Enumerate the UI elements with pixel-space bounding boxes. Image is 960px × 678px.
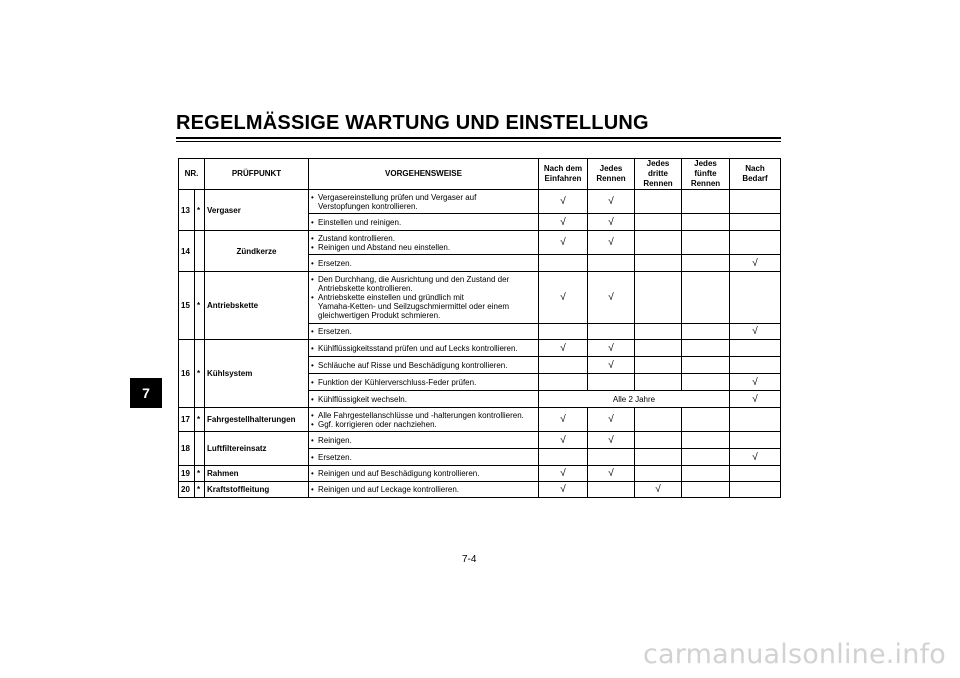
- procedure: • Reinigen.: [309, 432, 539, 449]
- table-row: [179, 408, 781, 432]
- check-mark: √: [588, 214, 635, 231]
- row-star: [195, 231, 205, 272]
- maintenance-table: [178, 158, 781, 498]
- check-mark: √: [730, 391, 781, 408]
- procedure: • Funktion der Kühlerverschluss-Feder prüfen.: [309, 374, 539, 391]
- check-mark: √: [539, 190, 588, 214]
- row-star: *: [195, 482, 205, 498]
- row-number: 18: [179, 432, 195, 466]
- row-item: Kraftstoffleitung: [205, 482, 309, 498]
- table-row: [179, 340, 781, 357]
- table-row: [179, 190, 781, 214]
- title-rule: [176, 137, 781, 139]
- check-mark: √: [730, 374, 781, 391]
- check-mark: √: [588, 432, 635, 449]
- check-mark: √: [588, 272, 635, 324]
- row-star: *: [195, 340, 205, 408]
- check-mark: √: [539, 466, 588, 482]
- row-star: *: [195, 190, 205, 231]
- col-nr: NR.: [179, 159, 205, 190]
- procedure: • Reinigen und auf Beschädigung kontrollieren.: [309, 466, 539, 482]
- check-mark: √: [588, 340, 635, 357]
- table-row: [179, 272, 781, 324]
- procedure: • Reinigen und auf Leckage kontrollieren.: [309, 482, 539, 498]
- col-jedes-dritte-rennen: Jedes dritte Rennen: [635, 159, 682, 190]
- check-mark: √: [635, 482, 682, 498]
- check-mark: √: [588, 231, 635, 255]
- row-number: 20: [179, 482, 195, 498]
- col-nach-bedarf: Nach Bedarf: [730, 159, 781, 190]
- procedure: • Alle Fahrgestellanschlüsse und -halterungen kontrollieren. • Ggf. korrigieren oder nachziehen.: [309, 408, 539, 432]
- check-mark: √: [539, 214, 588, 231]
- row-star: *: [195, 272, 205, 340]
- row-item: Luftfiltereinsatz: [205, 432, 309, 466]
- col-vorgehensweise: VORGEHENSWEISE: [309, 159, 539, 190]
- table-row: [179, 432, 781, 449]
- row-item: Kühlsystem: [205, 340, 309, 408]
- row-item: Antriebskette: [205, 272, 309, 340]
- col-pruefpunkt: PRÜFPUNKT: [205, 159, 309, 190]
- watermark: carmanualsonline.info: [643, 639, 946, 670]
- row-star: *: [195, 408, 205, 432]
- check-mark: √: [588, 190, 635, 214]
- check-mark: √: [730, 449, 781, 466]
- check-mark: √: [730, 324, 781, 340]
- check-mark: √: [539, 272, 588, 324]
- row-number: 19: [179, 466, 195, 482]
- row-item: Vergaser: [205, 190, 309, 231]
- row-number: 16: [179, 340, 195, 408]
- procedure: • Kühlflüssigkeit wechseln.: [309, 391, 539, 408]
- procedure: • Einstellen und reinigen.: [309, 214, 539, 231]
- table-header-row: [179, 159, 781, 190]
- procedure: • Ersetzen.: [309, 449, 539, 466]
- procedure: • Vergasereinstellung prüfen und Vergaser auf Verstopfungen kontrollieren.: [309, 190, 539, 214]
- row-star: *: [195, 466, 205, 482]
- row-number: 17: [179, 408, 195, 432]
- row-item: Fahrgestellhalterungen: [205, 408, 309, 432]
- page-number: 7-4: [462, 554, 477, 565]
- procedure: • Ersetzen.: [309, 255, 539, 272]
- interval-note: Alle 2 Jahre: [539, 391, 730, 408]
- check-mark: √: [588, 466, 635, 482]
- row-number: 15: [179, 272, 195, 340]
- title-rule-thin: [176, 141, 781, 142]
- check-mark: √: [588, 357, 635, 374]
- procedure: • Ersetzen.: [309, 324, 539, 340]
- check-mark: √: [588, 408, 635, 432]
- row-item: Rahmen: [205, 466, 309, 482]
- table-row: [179, 466, 781, 482]
- col-jedes-rennen: Jedes Rennen: [588, 159, 635, 190]
- check-mark: √: [730, 255, 781, 272]
- row-number: 14: [179, 231, 195, 272]
- procedure: • Den Durchhang, die Ausrichtung und den Zustand der Antriebskette kontrollieren. • Antriebskette einstellen und gründlich mit Yamaha-Ketten- und Seilzugschmiermittel oder einem gleichwertigen Produkt schmieren.: [309, 272, 539, 324]
- procedure: • Zustand kontrollieren. • Reinigen und Abstand neu einstellen.: [309, 231, 539, 255]
- col-nach-dem-einfahren: Nach dem Einfahren: [539, 159, 588, 190]
- chapter-tab: 7: [130, 378, 162, 408]
- check-mark: √: [539, 231, 588, 255]
- check-mark: √: [539, 482, 588, 498]
- check-mark: √: [539, 340, 588, 357]
- procedure: • Schläuche auf Risse und Beschädigung kontrollieren.: [309, 357, 539, 374]
- procedure: • Kühlflüssigkeitsstand prüfen und auf Lecks kontrollieren.: [309, 340, 539, 357]
- row-number: 13: [179, 190, 195, 231]
- check-mark: √: [539, 408, 588, 432]
- table-row: [179, 231, 781, 255]
- col-jedes-fuenfte-rennen: Jedes fünfte Rennen: [682, 159, 730, 190]
- row-star: [195, 432, 205, 466]
- row-item: Zündkerze: [205, 231, 309, 272]
- table-row: [179, 482, 781, 498]
- check-mark: √: [539, 432, 588, 449]
- page-title: REGELMÄSSIGE WARTUNG UND EINSTELLUNG: [176, 112, 649, 134]
